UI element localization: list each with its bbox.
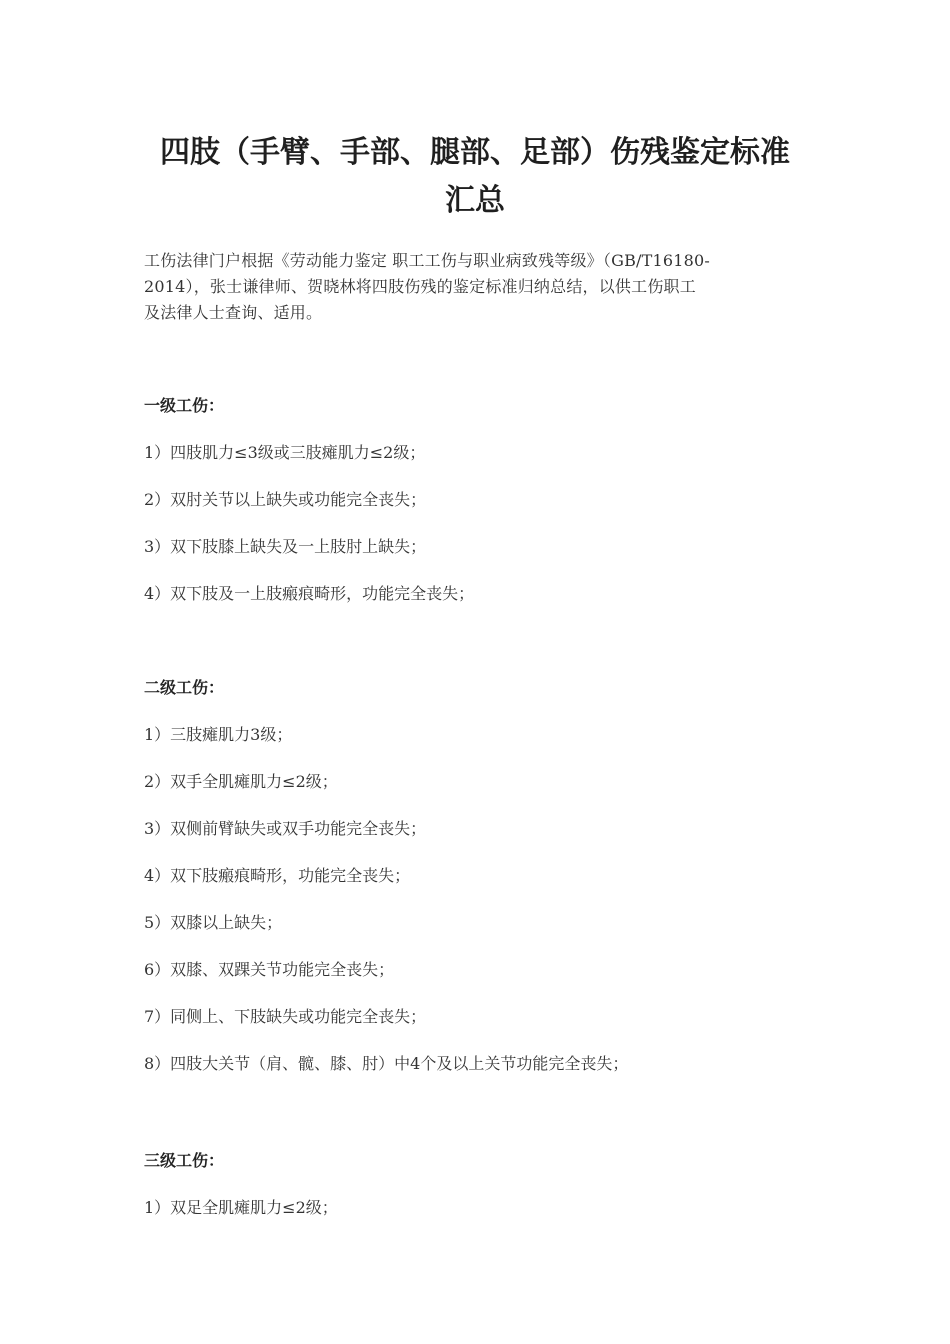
list-item: 1）双足全肌瘫肌力≤2级； [144,1198,338,1217]
list-item: 1）三肢瘫肌力3级； [144,725,293,744]
document-title-line-2: 汇总 [445,183,505,218]
intro-line: 2014），张士谦律师、贺晓林将四肢伤残的鉴定标准归纳总结，以供工伤职工 [144,277,696,296]
list-item: 4）双下肢瘢痕畸形，功能完全丧失； [144,866,411,885]
intro-paragraph [144,248,809,326]
list-item: 6）双膝、双踝关节功能完全丧失； [144,960,395,979]
list-item: 3）双侧前臂缺失或双手功能完全丧失； [144,819,427,838]
intro-line: 工伤法律门户根据《劳动能力鉴定 职工工伤与职业病致残等级》（GB/T16180- [144,251,710,270]
list-item: 3）双下肢膝上缺失及一上肢肘上缺失； [144,537,427,556]
intro-line: 及法律人士查询、适用。 [144,303,323,322]
document-title-line-1: 四肢（手臂、手部、腿部、足部）伤残鉴定标准 [160,135,790,170]
list-item: 4）双下肢及一上肢瘢痕畸形，功能完全丧失； [144,584,475,603]
list-item: 2）双手全肌瘫肌力≤2级； [144,772,338,791]
list-item: 1）四肢肌力≤3级或三肢瘫肌力≤2级； [144,443,426,462]
list-item: 2）双肘关节以上缺失或功能完全丧失； [144,490,427,509]
section-heading-level-3: 三级工伤： [144,1151,225,1170]
section-heading-level-2: 二级工伤： [144,678,225,697]
list-item: 8）四肢大关节（肩、髋、膝、肘）中4个及以上关节功能完全丧失； [144,1054,629,1073]
list-item: 5）双膝以上缺失； [144,913,283,932]
list-item: 7）同侧上、下肢缺失或功能完全丧失； [144,1007,427,1026]
section-heading-level-1: 一级工伤： [144,396,225,415]
